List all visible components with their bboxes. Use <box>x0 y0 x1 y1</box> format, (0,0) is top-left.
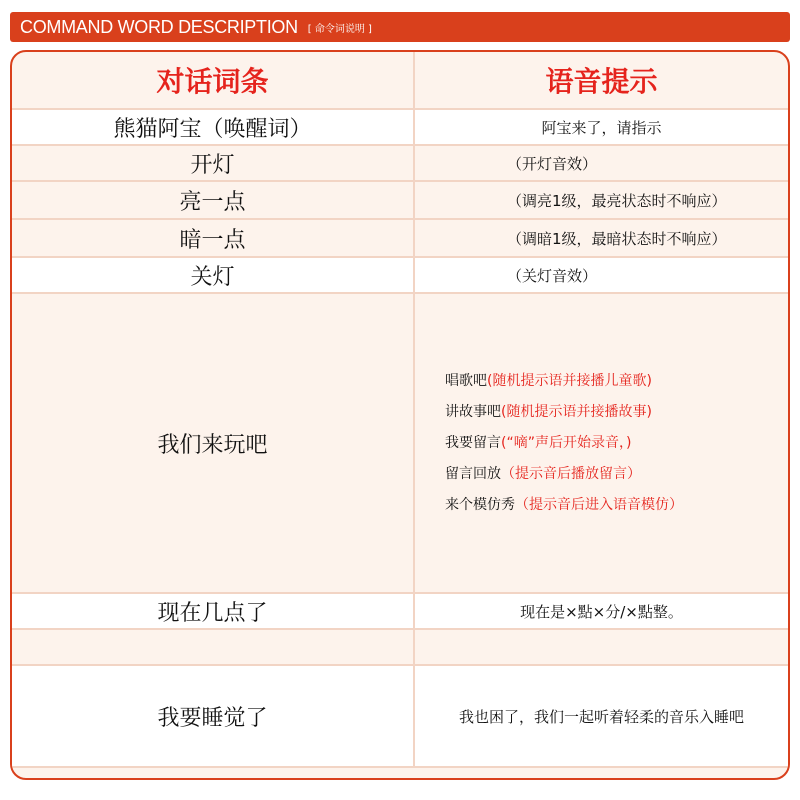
table-row <box>12 594 788 628</box>
command-cell: 暗一点 <box>179 227 246 253</box>
header-title: COMMAND WORD DESCRIPTION <box>20 16 298 37</box>
table-header-row <box>12 52 788 108</box>
response-cell: 阿宝来了，请指示 <box>413 110 788 144</box>
spacer-row <box>12 630 788 664</box>
table-row <box>12 182 788 218</box>
response-cell <box>413 294 788 592</box>
command-table <box>10 50 790 780</box>
list-item: 来个模仿秀（提示音后进入语音模仿） <box>445 496 683 513</box>
response-cell: （开灯音效） <box>413 146 788 180</box>
table-row <box>12 294 788 592</box>
command-cell: 我们来玩吧 <box>157 432 268 458</box>
command-cell: 关灯 <box>190 264 235 290</box>
table-row <box>12 146 788 180</box>
table-row <box>12 110 788 144</box>
column-header-voice-prompt: 语音提示 <box>413 52 788 108</box>
header-bar <box>10 12 790 42</box>
command-cell: 开灯 <box>190 152 235 178</box>
command-cell: 熊猫阿宝（唤醒词） <box>113 116 312 142</box>
command-cell: 亮一点 <box>179 189 246 215</box>
command-cell: 现在几点了 <box>157 600 268 626</box>
list-item: 唱歌吧(随机提示语并接播儿童歌) <box>445 372 652 389</box>
list-item: 讲故事吧(随机提示语并接播故事) <box>445 403 652 420</box>
response-cell: （关灯音效） <box>413 258 788 292</box>
table-row <box>12 666 788 766</box>
table-row <box>12 258 788 292</box>
response-cell: 现在是×點×分/×點整。 <box>413 594 788 628</box>
response-cell: 我也困了，我们一起听着轻柔的音乐入睡吧 <box>413 666 788 766</box>
header-subtitle: [ 命令词说明 ] <box>307 23 372 35</box>
response-cell: （调暗1级，最暗状态时不响应） <box>413 220 788 256</box>
list-item: 我要留言(“嘀”声后开始录音，) <box>445 434 632 451</box>
command-cell: 我要睡觉了 <box>157 705 268 731</box>
play-options-list <box>445 294 683 592</box>
list-item: 留言回放（提示音后播放留言） <box>445 465 641 482</box>
table-row <box>12 220 788 256</box>
column-header-command: 对话词条 <box>156 65 269 98</box>
response-cell: （调亮1级，最亮状态时不响应） <box>413 182 788 218</box>
